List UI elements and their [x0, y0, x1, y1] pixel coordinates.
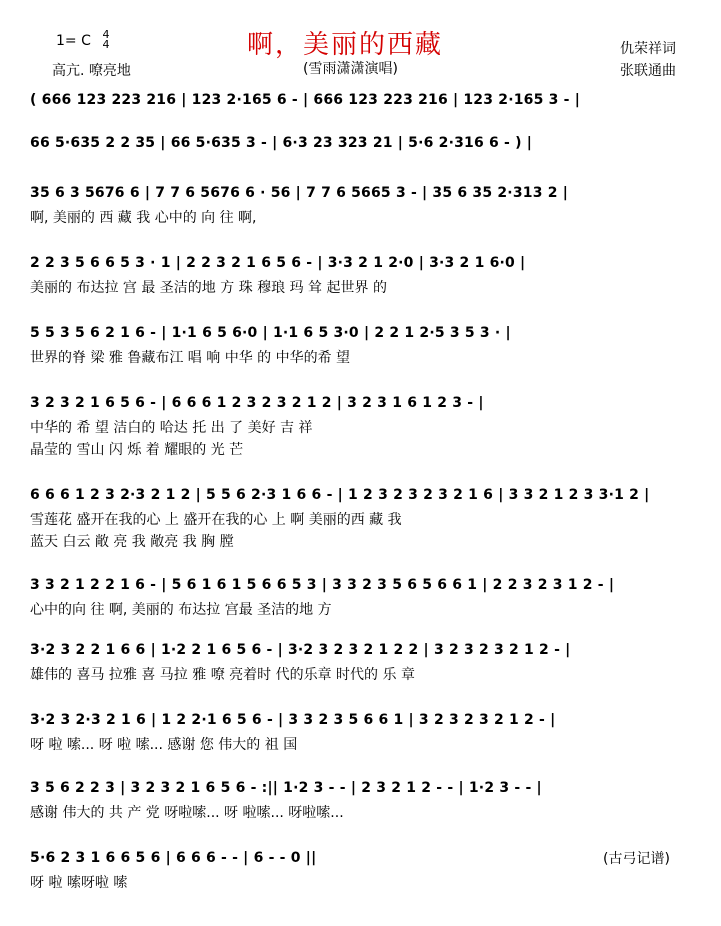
music-line: ( 666 123 223 216 | 123 2·165 6 - | 666 123 223 216 | 123 2·165 3 - | [30, 92, 581, 108]
song-title: 啊，美丽的西藏 [247, 30, 444, 60]
lyric-line: 啊, 美丽的 西 藏 我 心中的 向 往 啊, [30, 210, 257, 226]
lyric-line: 心中的向 往 啊, 美丽的 布达拉 宫最 圣洁的地 方 [30, 602, 332, 618]
time-bottom: 4 [102, 38, 110, 51]
music-line: 3 2 3 2 1 6 5 6 - | 6 6 6 1 2 3 2 3 2 1 2 | 3 2 3 1 6 1 2 3 - | [30, 395, 484, 411]
music-line: 6 6 6 1 2 3 2·3 2 1 2 | 5 5 6 2·3 1 6 6 - | 1 2 3 2 3 2 3 2 1 6 | 3 3 2 1 2 3 3·1 2 | [30, 487, 650, 503]
music-line: 3·2 3 2 2 1 6 6 | 1·2 2 1 6 5 6 - | 3·2 3 2 3 2 1 2 2 | 3 2 3 2 3 2 1 2 - | [30, 642, 571, 658]
lyric-line: 世界的脊 梁 雅 鲁藏布江 唱 响 中华 的 中华的希 望 [30, 350, 351, 366]
time-signature [100, 30, 112, 50]
music-line: 35 6 3 5676 6 | 7 7 6 5676 6 · 56 | 7 7 6 5665 3 - | 35 6 35 2·313 2 | [30, 185, 569, 201]
music-line: 5 5 3 5 6 2 1 6 - | 1·1 6 5 6·0 | 1·1 6 5 3·0 | 2 2 1 2·5 3 5 3 · | [30, 325, 511, 341]
music-line: 2 2 3 5 6 6 5 3 · 1 | 2 2 3 2 1 6 5 6 - | 3·3 2 1 2·0 | 3·3 2 1 6·0 | [30, 255, 526, 271]
lyric-line: 雄伟的 喜马 拉雅 喜 马拉 雅 嘹 亮着时 代的乐章 时代的 乐 章 [30, 667, 415, 683]
music-line: 5·6 2 3 1 6 6 5 6 | 6 6 6 - - | 6 - - 0 || [30, 850, 317, 866]
composer-credit: 张联通曲 [620, 63, 676, 79]
lyric-line: 感谢 伟大的 共 产 党 呀啦嗦... 呀 啦嗦... 呀啦嗦... [30, 805, 344, 821]
music-line: 66 5·635 2 2 35 | 66 5·635 3 - | 6·3 23 323 21 | 5·6 2·316 6 - ) | [30, 135, 533, 151]
lyricist-credit: 仇荣祥词 [620, 41, 676, 57]
lyric-line: 蓝天 白云 敞 亮 我 敞亮 我 胸 膛 [30, 534, 234, 550]
music-line: 3·2 3 2·3 2 1 6 | 1 2 2·1 6 5 6 - | 3 3 2 3 5 6 6 1 | 3 2 3 2 3 2 1 2 - | [30, 712, 556, 728]
lyric-line: 晶莹的 雪山 闪 烁 着 耀眼的 光 芒 [30, 442, 244, 458]
music-line: 3 5 6 2 2 3 | 3 2 3 2 1 6 5 6 - :|| 1·2 3 - - | 2 3 2 1 2 - - | 1·2 3 - - | [30, 780, 542, 796]
key-signature: 1= C [56, 33, 91, 49]
performer-subtitle: (雪雨潇潇演唱) [303, 61, 398, 77]
time-top: 4 [102, 28, 110, 41]
style-marking: 高亢. 嘹亮地 [52, 63, 131, 79]
music-line: 3 3 2 1 2 2 1 6 - | 5 6 1 6 1 5 6 6 5 3 | 3 3 2 3 5 6 5 6 6 1 | 2 2 3 2 3 1 2 - | [30, 577, 615, 593]
lyric-line: 呀 啦 嗦... 呀 啦 嗦... 感谢 您 伟大的 祖 国 [30, 737, 298, 753]
lyric-line: 雪莲花 盛开在我的心 上 盛开在我的心 上 啊 美丽的西 藏 我 [30, 512, 402, 528]
lyric-line: 美丽的 布达拉 宫 最 圣洁的地 方 珠 穆琅 玛 耸 起世界 的 [30, 280, 387, 296]
lyric-line: 中华的 希 望 洁白的 哈达 托 出 了 美好 吉 祥 [30, 420, 313, 436]
lyric-line: 呀 啦 嗦呀啦 嗦 [30, 875, 128, 891]
transcriber-note: (古弓记谱) [603, 851, 670, 867]
